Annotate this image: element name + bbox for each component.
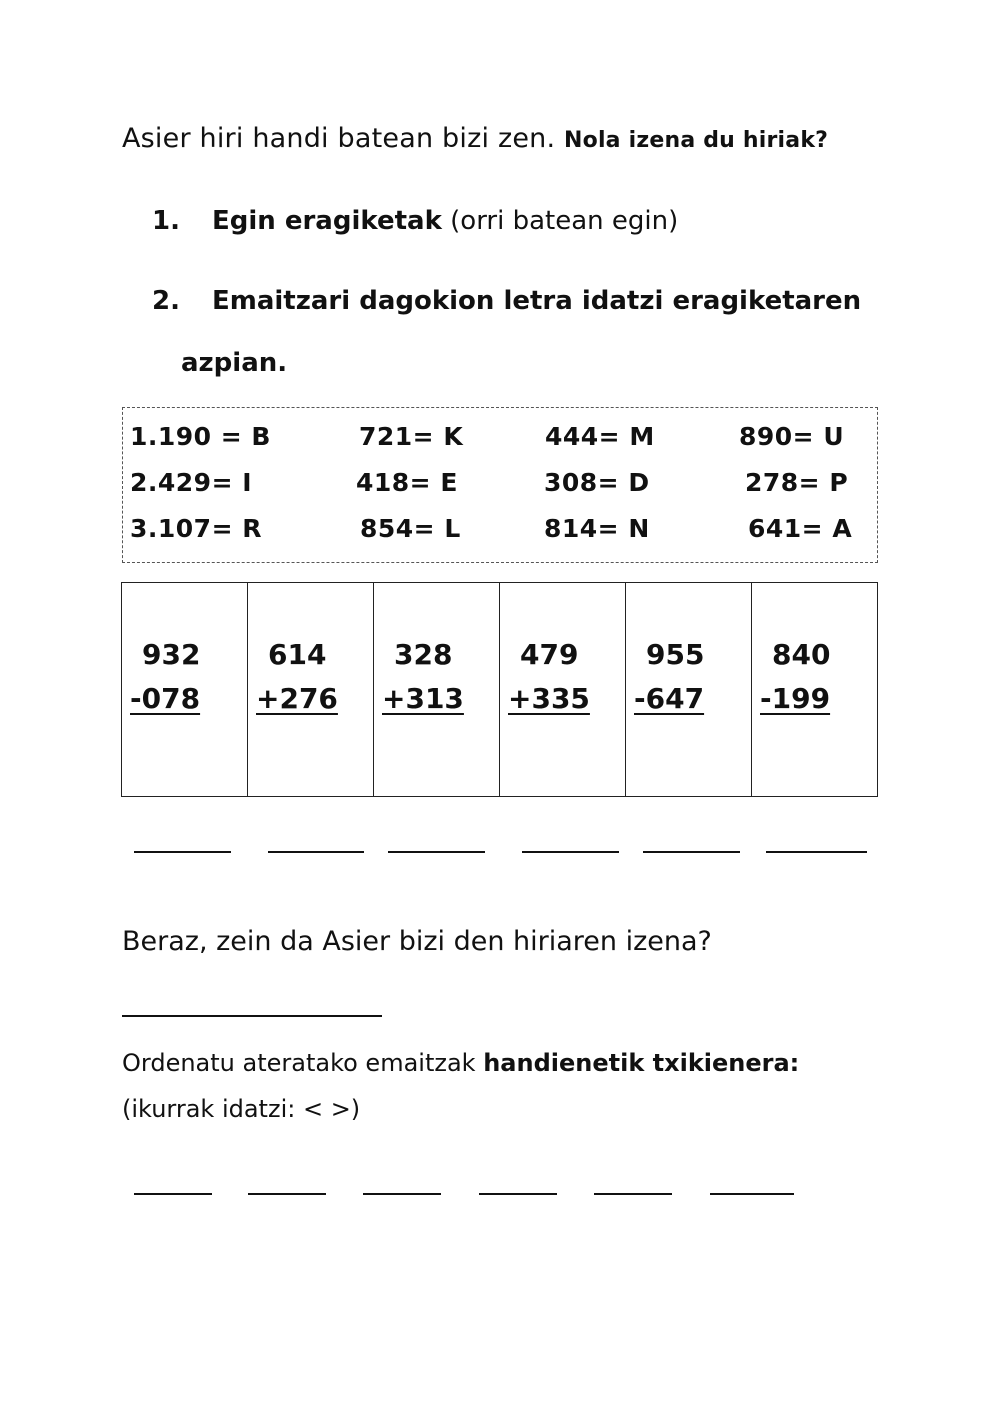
operand-top: 932 [142,638,201,671]
legend-entry: 444= M [545,422,655,451]
operand-top: 479 [520,638,579,671]
instruction-plain: (orri batean egin) [441,206,679,236]
legend-entry: 3.107= R [130,514,262,543]
operand-bottom: +313 [382,682,464,715]
legend-entry: 418= E [356,468,458,497]
order-instruction [122,1049,799,1077]
operations-table [121,582,878,797]
order-answer-blank[interactable] [710,1193,794,1195]
operand-top: 328 [394,638,453,671]
instruction-number: 2. [152,286,180,316]
operand-bottom: +276 [256,682,338,715]
legend-entry: 308= D [544,468,650,497]
operand-top: 840 [772,638,831,671]
order-answer-blank[interactable] [363,1193,441,1195]
letter-answer-blank[interactable] [134,851,231,853]
intro-text [122,123,828,154]
order-plain: Ordenatu ateratako emaitzak [122,1049,484,1077]
instruction-1 [152,206,678,236]
instruction-bold: Emaitzari dagokion letra idatzi eragiketaren [212,286,862,316]
order-answer-blank[interactable] [248,1193,326,1195]
letter-answer-blank[interactable] [643,851,740,853]
operation-cell [626,583,752,796]
operation-cell [248,583,374,796]
legend-entry: 641= A [748,514,853,543]
legend-entry: 854= L [360,514,461,543]
legend-entry: 890= U [739,422,845,451]
instruction-number: 1. [152,206,180,236]
letter-answer-blank[interactable] [766,851,867,853]
order-symbols-hint: (ikurrak idatzi: < >) [122,1095,361,1123]
legend-entry: 2.429= I [130,468,253,497]
instruction-bold: Egin eragiketak [212,206,442,236]
letter-answer-blank[interactable] [522,851,619,853]
city-question: Beraz, zein da Asier bizi den hiriaren izena? [122,926,712,957]
letter-legend-box [122,407,878,563]
instruction-2-continued: azpian. [181,348,288,378]
intro-plain: Asier hiri handi batean bizi zen. [122,123,565,154]
order-answer-blank[interactable] [134,1193,212,1195]
legend-entry: 721= K [359,422,464,451]
order-answer-blank[interactable] [594,1193,672,1195]
letter-answer-blank[interactable] [268,851,364,853]
operation-cell [122,583,248,796]
operand-bottom: +335 [508,682,590,715]
operation-cell [374,583,500,796]
letter-answer-blank[interactable] [388,851,485,853]
operation-cell [500,583,626,796]
legend-entry: 1.190 = B [130,422,271,451]
operation-cell [752,583,877,796]
operand-bottom: -647 [634,682,705,715]
operand-bottom: -199 [760,682,831,715]
city-answer-blank[interactable] [122,1015,382,1017]
legend-entry: 814= N [544,514,650,543]
operand-top: 614 [268,638,327,671]
operand-bottom: -078 [130,682,201,715]
operand-top: 955 [646,638,705,671]
intro-question: Nola izena du hiriak? [564,128,829,153]
order-bold: handienetik txikienera: [483,1049,800,1077]
instruction-2 [152,286,861,316]
order-answer-blank[interactable] [479,1193,557,1195]
legend-entry: 278= P [745,468,849,497]
